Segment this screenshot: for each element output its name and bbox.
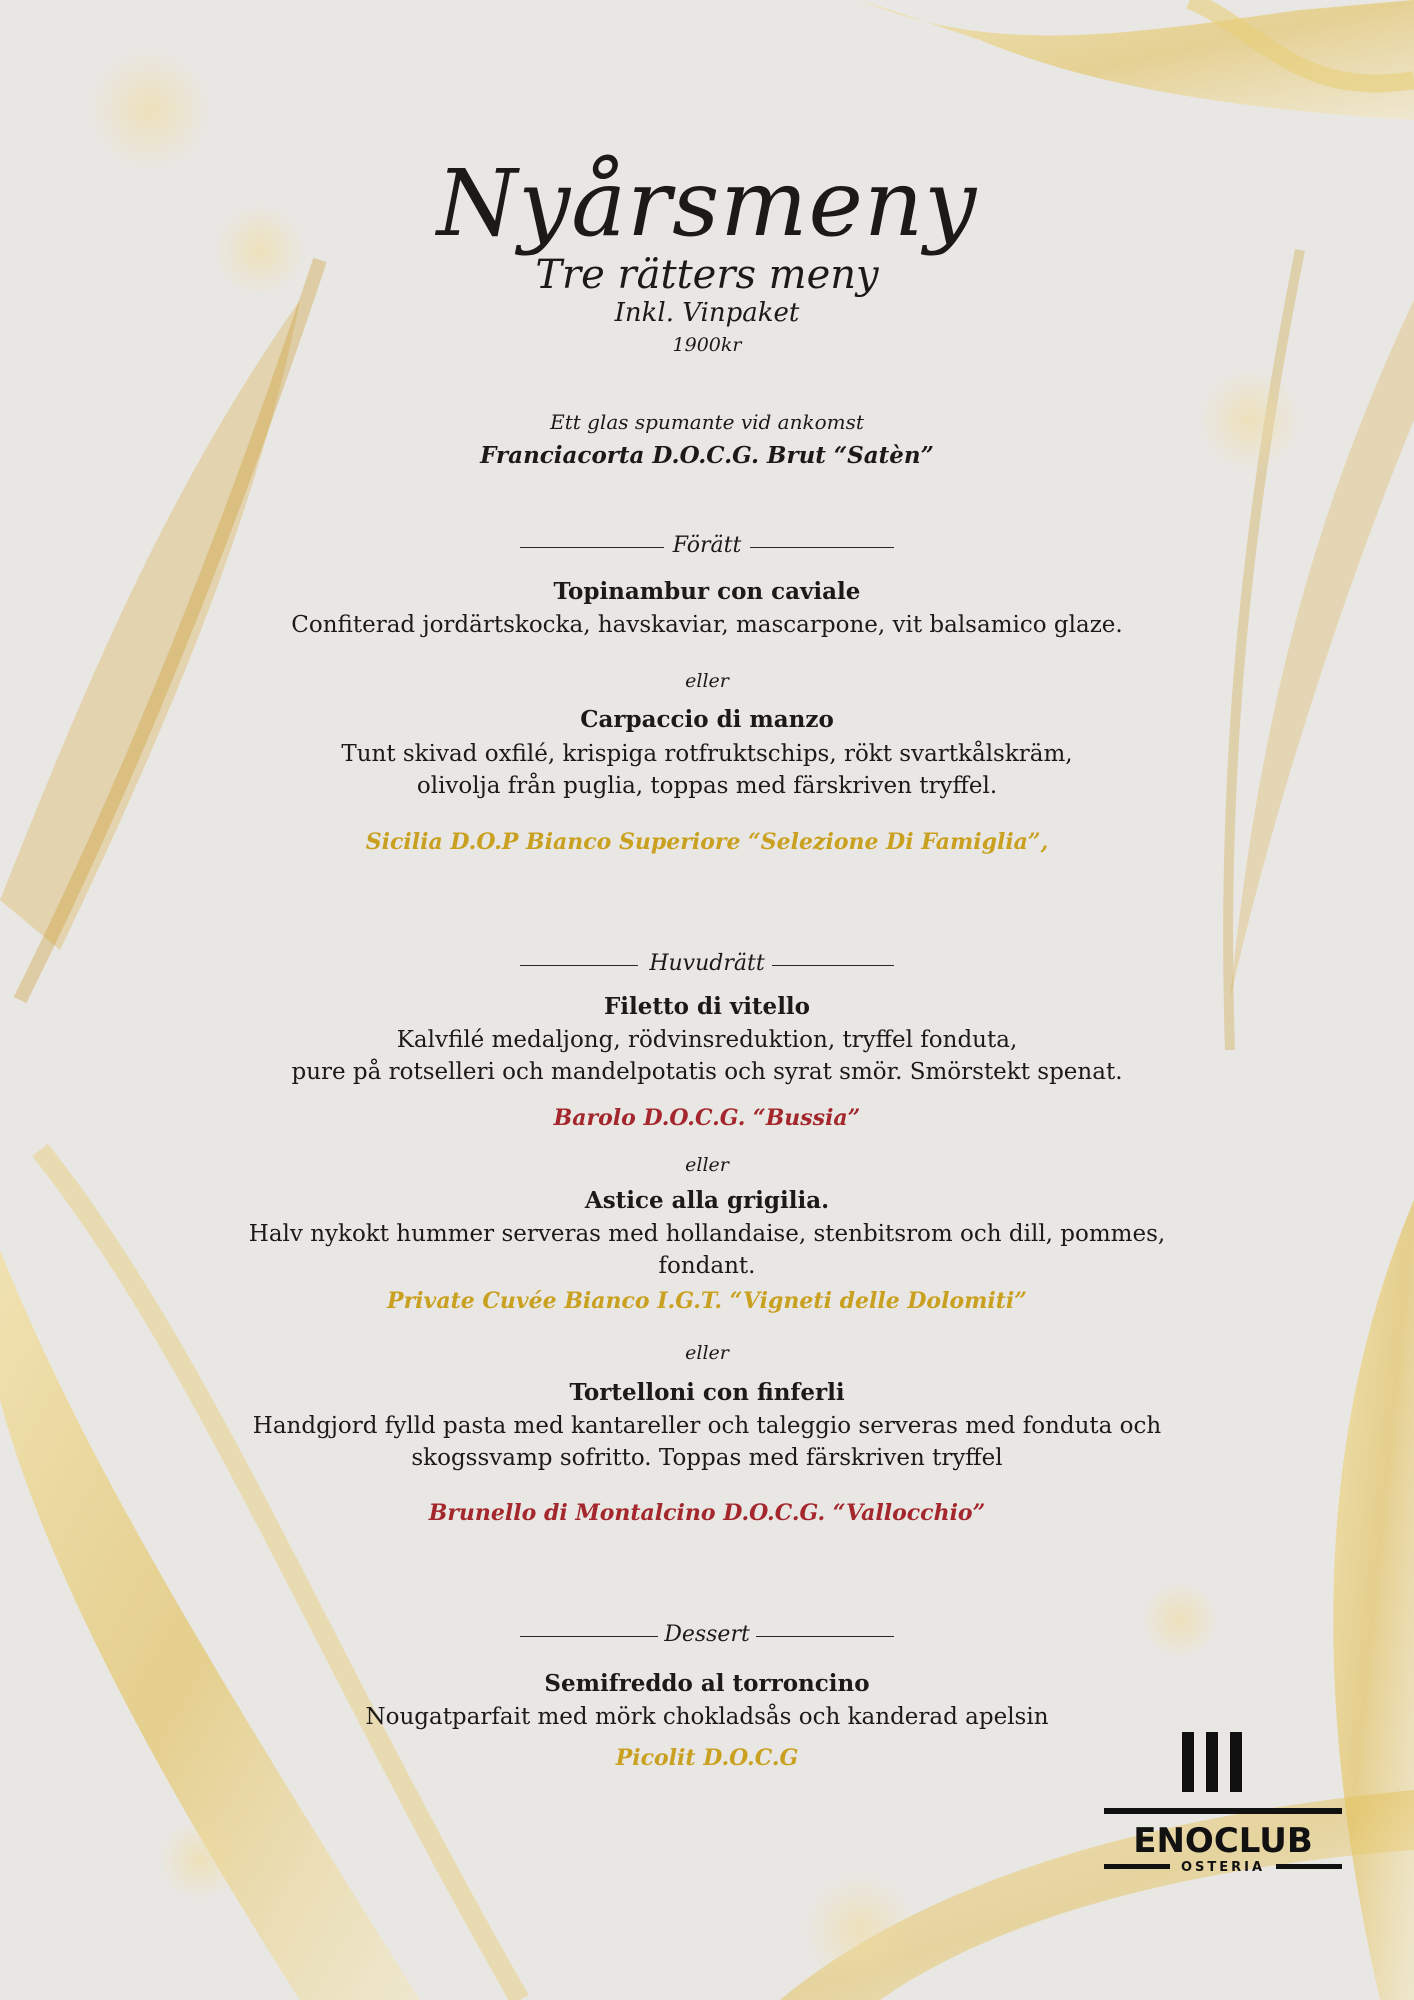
- enoclub-logo: [1100, 1728, 1346, 1878]
- menu-price: 1900kr: [672, 334, 742, 356]
- dish-description: skogssvamp sofritto. Toppas med färskriven tryffel: [411, 1445, 1003, 1471]
- logo-bar-icon: [1182, 1732, 1194, 1792]
- logo-tagline: OSTERIA: [1180, 1860, 1266, 1875]
- welcome-intro: Ett glas spumante vid ankomst: [550, 410, 864, 434]
- wine-pairing: Picolit D.O.C.G: [615, 1745, 799, 1771]
- menu-subtitle: Tre rätters meny: [535, 252, 879, 298]
- section-divider-dessert: [520, 1622, 894, 1652]
- logo-bar-icon: [1230, 1732, 1242, 1792]
- dish-description: Handgjord fylld pasta med kantareller och taleggio serveras med fonduta och: [252, 1413, 1162, 1439]
- divider-line-right: [756, 1636, 894, 1637]
- logo-rule-right: [1276, 1864, 1342, 1869]
- or-separator: eller: [685, 1154, 729, 1176]
- dish-description: Nougatparfait med mörk chokladsås och kanderad apelsin: [365, 1704, 1049, 1730]
- logo-rule-left: [1104, 1864, 1170, 1869]
- logo-rule-top: [1104, 1808, 1342, 1814]
- dish-name: Astice alla grigilia.: [584, 1187, 830, 1214]
- dish-description: Tunt skivad oxfilé, krispiga rotfruktschips, rökt svartkålskräm,: [341, 741, 1073, 767]
- section-divider-huvudratt: [520, 951, 894, 981]
- dish-description: Kalvfilé medaljong, rödvinsreduktion, tryffel fonduta,: [396, 1027, 1018, 1053]
- divider-line-right: [750, 547, 894, 548]
- dish-description: pure på rotselleri och mandelpotatis och syrat smör. Smörstekt spenat.: [291, 1059, 1123, 1085]
- package-note: Inkl. Vinpaket: [614, 298, 800, 328]
- section-heading-dessert: Dessert: [664, 1622, 750, 1647]
- menu-title: Nyårsmeny: [436, 150, 978, 257]
- dish-description: Halv nykokt hummer serveras med hollandaise, stenbitsrom och dill, pommes,: [248, 1221, 1166, 1247]
- section-heading-huvudratt: Huvudrätt: [649, 951, 765, 976]
- divider-line-right: [772, 965, 894, 966]
- dish-name: Carpaccio di manzo: [580, 706, 834, 733]
- dish-description: fondant.: [658, 1253, 756, 1279]
- wine-pairing: Sicilia D.O.P Bianco Superiore “Selezione Di Famiglia”,: [365, 829, 1049, 855]
- dish-name: Filetto di vitello: [603, 993, 811, 1020]
- section-divider-forratt: [520, 533, 894, 563]
- wine-pairing: Brunello di Montalcino D.O.C.G. “Vallocchio”: [428, 1500, 986, 1526]
- dish-description: olivolja från puglia, toppas med färskriven tryffel.: [416, 773, 998, 799]
- logo-bar-icon: [1206, 1732, 1218, 1792]
- wine-pairing: Private Cuvée Bianco I.G.T. “Vigneti delle Dolomiti”: [387, 1288, 1027, 1314]
- or-separator: eller: [685, 670, 729, 692]
- dish-name: Tortelloni con finferli: [569, 1379, 845, 1406]
- welcome-wine: Franciacorta D.O.C.G. Brut “Satèn”: [480, 442, 934, 469]
- dish-name: Semifreddo al torroncino: [544, 1670, 870, 1697]
- logo-name: ENOCLUB: [1133, 1821, 1313, 1861]
- wine-pairing: Barolo D.O.C.G. “Bussia”: [553, 1105, 861, 1131]
- dish-name: Topinambur con caviale: [553, 578, 861, 605]
- section-heading-forratt: Förätt: [672, 533, 742, 558]
- or-separator: eller: [685, 1342, 729, 1364]
- dish-description: Confiterad jordärtskocka, havskaviar, mascarpone, vit balsamico glaze.: [291, 612, 1123, 638]
